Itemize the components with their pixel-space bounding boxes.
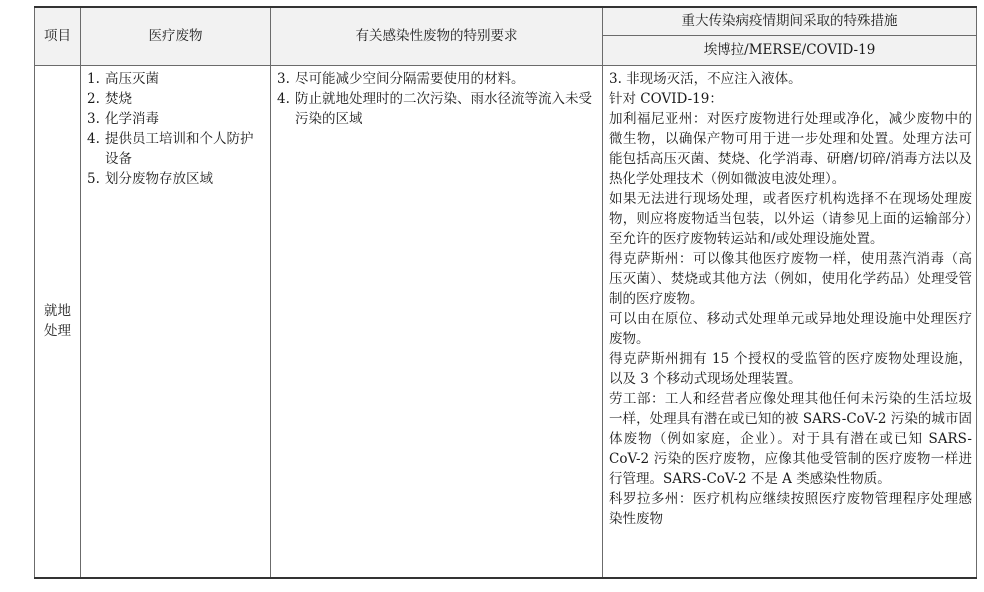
list-item-number: 3. <box>277 70 290 87</box>
requirements-list <box>277 69 598 129</box>
project-label-line: 处理 <box>44 323 71 340</box>
measure-paragraph: 可以由在原位、移动式处理单元或异地处理设施中处理医疗废物。 <box>609 310 972 347</box>
list-item-number: 3. <box>87 110 100 127</box>
header-special-measures: 重大传染病疫情期间采取的特殊措施 <box>603 7 977 35</box>
list-item-text: 高压灭菌 <box>105 70 159 87</box>
list-item-number: 1. <box>87 70 100 87</box>
measure-paragraph: 得克萨斯州：可以像其他医疗废物一样，使用蒸汽消毒（高压灭菌）、焚烧或其他方法（例如，使用化学药品）处理受管制的医疗废物。 <box>609 250 972 307</box>
list-item-text: 提供员工培训和个人防护设备 <box>105 130 254 167</box>
measures-text <box>609 69 972 529</box>
header-medical-waste: 医疗废物 <box>81 7 271 65</box>
header-requirements: 有关感染性废物的特别要求 <box>271 7 603 65</box>
list-item-text: 焚烧 <box>105 90 132 107</box>
measures-cell <box>603 65 977 578</box>
list-item <box>277 69 598 89</box>
list-item-text: 划分废物存放区域 <box>105 170 213 187</box>
measure-paragraph: 加利福尼亚州：对医疗废物进行处理或净化，减少废物中的微生物，以确保产物可用于进一步处理和处置。处理方法可能包括高压灭菌、焚烧、化学消毒、研磨/切碎/消毒方法以及热化学处理技术（例如微波电波处理）。 <box>609 110 972 187</box>
measure-paragraph: 得克萨斯州拥有 15 个授权的受监管的医疗废物处理设施，以及 3 个移动式现场处理装置。 <box>609 350 972 387</box>
header-project: 项目 <box>35 7 81 65</box>
list-item-text: 防止就地处理时的二次污染、雨水径流等流入未受污染的区域 <box>295 90 592 127</box>
measure-paragraph: 劳工部：工人和经营者应像处理其他任何未污染的生活垃圾一样，处理具有潜在或已知的被 SARS-CoV-2 污染的城市固体废物（例如家庭，企业）。对于具有潜在或已知 SARS-CoV-2 污染的医疗废物，应像其他受管制的医疗废物一样进行管理。SARS-CoV-2 不是 A 类感染性物质。 <box>609 390 972 487</box>
measure-paragraph: 科罗拉多州：医疗机构应继续按照医疗废物管理程序处理感染性废物 <box>609 490 972 527</box>
list-item-text: 尽可能减少空间分隔需要使用的材料。 <box>295 70 525 87</box>
list-item-text: 化学消毒 <box>105 110 159 127</box>
list-item-number: 4. <box>277 90 290 107</box>
project-label-line: 就地 <box>44 303 71 320</box>
measure-paragraph: 如果无法进行现场处理，或者医疗机构选择不在现场处理废物，则应将废物适当包装，以外运（请参见上面的运输部分）至允许的医疗废物转运站和/或处理设施处置。 <box>609 190 972 247</box>
project-cell <box>35 65 81 578</box>
list-item <box>87 129 266 169</box>
list-item <box>87 169 266 189</box>
waste-table <box>34 6 977 579</box>
list-item-number: 4. <box>87 130 100 147</box>
table-row <box>35 65 977 578</box>
list-item-number: 2. <box>87 90 100 107</box>
measure-paragraph: 针对 COVID-19： <box>609 90 723 107</box>
list-item-number: 5. <box>87 170 100 187</box>
waste-list <box>87 69 266 189</box>
list-item <box>277 89 598 129</box>
waste-cell <box>81 65 271 578</box>
list-item <box>87 89 266 109</box>
measure-paragraph: 3. 非现场灭活，不应注入液体。 <box>609 70 802 87</box>
requirements-cell <box>271 65 603 578</box>
project-label <box>44 303 71 339</box>
header-disease-list: 埃博拉/MERSE/COVID-19 <box>603 35 977 65</box>
list-item <box>87 109 266 129</box>
list-item <box>87 69 266 89</box>
